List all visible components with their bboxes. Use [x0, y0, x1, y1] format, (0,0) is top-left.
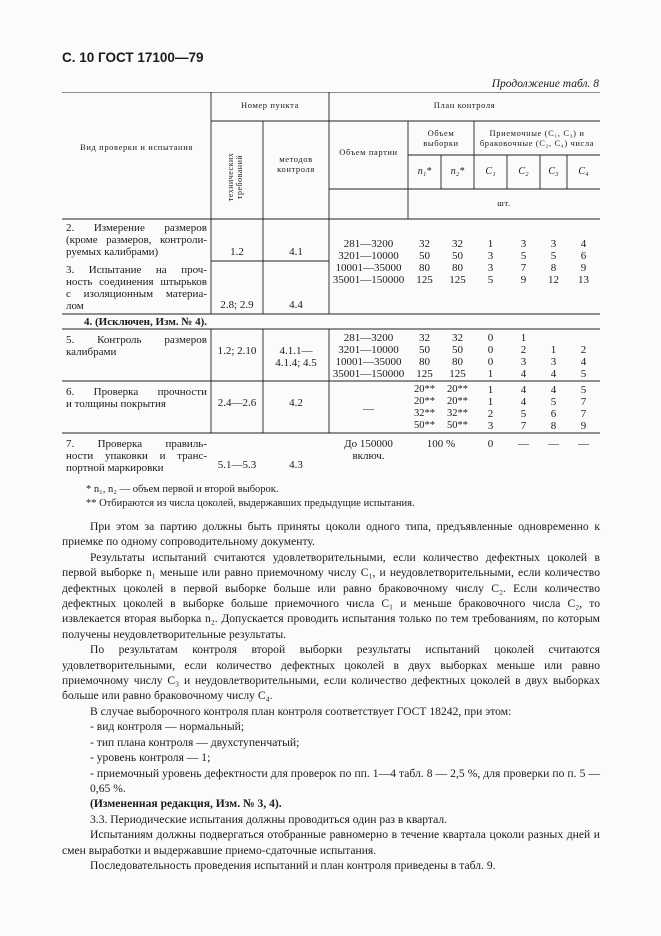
c3-value: 8 [550, 420, 557, 432]
c1-value: 1 [487, 384, 494, 396]
row-3-line-2: ность соединения штырьков [66, 276, 207, 288]
n1-value: 32** [414, 408, 435, 419]
n1-value: 32 [419, 332, 430, 344]
col-header-tech-requirements [226, 137, 248, 217]
rows-2-3-c3 [540, 238, 567, 286]
row-7-c4: — [578, 438, 589, 450]
c3-value: 4 [550, 384, 557, 396]
row-7-tech: 5.1—5.3 [217, 459, 257, 471]
c3-value: 5 [550, 396, 557, 408]
row-2-name [66, 222, 207, 258]
row-3-method: 4.4 [289, 299, 303, 311]
amendment-note: (Измененная редакция, Изм. № 3, 4). [90, 797, 282, 811]
c2-value: 1 [520, 332, 527, 344]
lot-size: 3201—10000 [338, 344, 399, 356]
row-7-line-3: портной маркировки [66, 462, 164, 474]
rows-2-3-lot-sizes [329, 238, 408, 286]
col-header-sample-size [408, 128, 474, 148]
c3-value: 5 [550, 250, 557, 262]
row-6-c4 [567, 384, 600, 432]
c2-value: 4 [520, 384, 527, 396]
c2-value: 7 [520, 262, 527, 274]
n2-value: 20** [447, 384, 468, 395]
c3-value: 8 [550, 262, 557, 274]
c4-value [567, 332, 600, 344]
row-7-lot-line-1: До 150000 [344, 438, 393, 450]
c4-value: 13 [578, 274, 589, 286]
lot-size: 35001—150000 [332, 274, 405, 286]
c4-value: 9 [580, 420, 587, 432]
c3-value: 3 [550, 238, 557, 250]
acceptance-header-line-2: браковочные (C₂, C₄) числа [479, 138, 595, 148]
row-7-method: 4.3 [289, 459, 303, 471]
paragraph-sequence-reference: Последовательность проведения испытаний и план контроля приведены в табл. 9. [90, 858, 496, 872]
rows-2-3-c2 [507, 238, 540, 286]
paragraph-second-sample-results: По результатам контроля второй выборки результаты испытаний цоколей считаются удовлетворительными, если количество дефектных цоколей в двух выборках меньше или равно приемочному числу C₃ и неудовлетворительными, если количество дефектных цоколей в двух выборках больше или равно браковочному числу C₄. [62, 643, 600, 703]
row-4-excluded: 4. (Исключен, Изм. № 4). [84, 316, 208, 328]
methods-header-line-1: методов [279, 154, 313, 164]
row-6-lot: — [363, 403, 374, 415]
row-5-lot-sizes [329, 332, 408, 380]
n1-value: 50** [414, 420, 435, 431]
n2-value: 32 [452, 332, 463, 344]
table-footnotes [86, 483, 415, 511]
lot-size: 10001—35000 [335, 356, 402, 368]
lot-size: 3201—10000 [338, 250, 399, 262]
row-5-line-1: 5. Контроль размеров [66, 334, 207, 346]
sample-header-line-1: Объем [427, 128, 455, 138]
col-header-c3: C₃ [548, 166, 559, 177]
c3-value: 1 [550, 344, 557, 356]
n1-value: 32 [419, 238, 430, 250]
footnote-1: * n₁, n₂ — объем первой и второй выборок. [86, 484, 279, 495]
tech-header-line-2: требований [235, 154, 244, 200]
row-5-c1 [474, 332, 507, 380]
row-7-line-2: ности упаковки и транс- [66, 450, 207, 462]
col-header-acceptance-numbers [474, 128, 600, 148]
c2-value: 5 [520, 250, 527, 262]
paragraph-sampling-plan: В случае выборочного контроля план контроля соответствует ГОСТ 18242, при этом: [90, 704, 512, 718]
c1-value: 3 [487, 420, 494, 432]
c1-value: 0 [487, 332, 494, 344]
row-2-line-3: руемых калибрами) [66, 246, 159, 258]
row-2-method: 4.1 [289, 246, 303, 258]
row-5-tech: 1.2; 2.10 [217, 345, 257, 357]
n1-value: 20** [414, 384, 435, 395]
list-item: - уровень контроля — 1; [90, 751, 211, 765]
row-7-c1: 0 [487, 438, 494, 450]
c3-value: 4 [550, 368, 557, 380]
c2-value: 5 [520, 408, 527, 420]
n1-value: 125 [416, 274, 433, 286]
col-header-check-type: Вид проверки и испытания [80, 142, 193, 152]
n2-value: 125 [449, 274, 466, 286]
c1-value: 3 [487, 250, 494, 262]
c4-value: 7 [580, 396, 587, 408]
rows-2-3-n2 [441, 238, 474, 286]
lot-size: 10001—35000 [335, 262, 402, 274]
row-5-name [66, 334, 207, 358]
n2-value: 32** [447, 408, 468, 419]
row-2-line-2: (кроме размеров, контроли- [66, 234, 207, 246]
body-text [62, 519, 600, 873]
col-header-c2: C₂ [518, 166, 529, 177]
row-5-line-2: калибрами [66, 346, 117, 358]
col-header-clause-number: Номер пункта [241, 100, 299, 110]
row-5-method [263, 345, 329, 369]
c3-value: 6 [550, 408, 557, 420]
row-5-method-line-2: 4.1.4; 4.5 [275, 357, 317, 369]
rows-2-3-c4 [567, 238, 600, 286]
row-2-line-1: 2. Измерение размеров [66, 222, 207, 234]
row-7-sample: 100 % [426, 438, 456, 450]
n2-value: 80 [452, 356, 463, 368]
methods-header-line-2: контроля [277, 164, 315, 174]
c2-value: 4 [520, 396, 527, 408]
c2-value: 9 [520, 274, 527, 286]
row-2-tech: 1.2 [230, 246, 244, 258]
page-header: С. 10 ГОСТ 17100—79 [62, 50, 204, 65]
c1-value: 1 [487, 368, 494, 380]
row-6-line-2: и толщины покрытия [66, 398, 166, 410]
row-7-lot-line-2: включ. [352, 450, 385, 462]
row-5-method-line-1: 4.1.1— [279, 345, 313, 357]
row-3-line-1: 3. Испытание на проч- [66, 264, 207, 276]
c3-value [540, 332, 567, 344]
c4-value: 5 [580, 384, 587, 396]
row-6-c2 [507, 384, 540, 432]
c1-value: 1 [487, 238, 494, 250]
paragraph-lot-definition: При этом за партию должны быть приняты цоколи одного типа, предъявленные одновременно к приемке по одному сопроводительному документу. [62, 520, 600, 549]
row-6-name [66, 386, 207, 410]
n2-value: 50 [452, 344, 463, 356]
n2-value: 32 [452, 238, 463, 250]
c4-value: 7 [580, 408, 587, 420]
clause-3-3: 3.3. Периодические испытания должны проводиться один раз в квартал. [90, 812, 448, 826]
row-7-name [66, 438, 207, 474]
col-header-n1: n₁* [417, 166, 432, 177]
list-item: - вид контроля — нормальный; [90, 720, 245, 734]
c4-value: 4 [580, 238, 587, 250]
row-3-line-3: с изоляционным материа- [66, 288, 207, 300]
paragraph-periodic-samples: Испытаниям должны подвергаться отобранные равномерно в течение квартала цоколи разных дней и смен выработки и выдержавшие приемо-сдаточные испытания. [62, 828, 600, 857]
c3-value: 12 [548, 274, 559, 286]
row-3-line-4: лом [66, 300, 84, 312]
c4-value: 5 [580, 368, 587, 380]
row-6-tech: 2.4—2.6 [217, 397, 257, 409]
row-6-c1 [474, 384, 507, 432]
c2-value: 4 [520, 368, 527, 380]
row-6-n2 [441, 384, 474, 432]
lot-size: 35001—150000 [332, 368, 405, 380]
control-plan-table [62, 92, 600, 474]
paragraph-first-sample-results: Результаты испытаний считаются удовлетворительными, если количество дефектных цоколей в первой выборке n₁ меньше или равно приемочному числу C₁, и неудовлетворительными, если количество дефектных цоколей в первой выборке больше или равно браковочному числу C₂. Если количество дефектных цоколей в выборке больше приемочного числа C₁ и меньше браковочного числа C₂, то извлекается вторая выборка n₂. Допускается проводить испытания только по тем требованиям, по которым получены неудовлетворительные результаты. [62, 550, 600, 641]
row-5-c2 [507, 332, 540, 380]
col-header-c1: C₁ [485, 166, 496, 177]
c4-value: 6 [580, 250, 587, 262]
n2-value: 125 [449, 368, 466, 380]
row-6-line-1: 6. Проверка прочности [66, 386, 207, 398]
sample-header-line-2: выборки [423, 138, 459, 148]
row-7-line-1: 7. Проверка правиль- [66, 438, 207, 450]
col-header-n2: n₂* [450, 166, 465, 177]
n1-value: 50 [419, 250, 430, 262]
n2-value: 50** [447, 420, 468, 431]
n1-value: 80 [419, 262, 430, 274]
c2-value: 2 [520, 344, 527, 356]
row-3-tech: 2.8; 2.9 [220, 299, 254, 311]
c1-value: 0 [487, 356, 494, 368]
col-header-methods [263, 154, 329, 174]
row-5-n2 [441, 332, 474, 380]
n2-value: 20** [447, 396, 468, 407]
row-6-n1 [408, 384, 441, 432]
footnote-2: ** Отбираются из числа цоколей, выдержавших предыдущие испытания. [86, 498, 415, 509]
col-header-c4: C₄ [578, 166, 589, 177]
col-header-lot-size: Объем партии [339, 147, 398, 157]
c1-value: 5 [487, 274, 494, 286]
c1-value: 0 [487, 344, 494, 356]
lot-size: 281—3200 [343, 238, 394, 250]
c1-value: 1 [487, 396, 494, 408]
c1-value: 2 [487, 408, 494, 420]
c2-value: 3 [520, 356, 527, 368]
rows-2-3-c1 [474, 238, 507, 286]
row-5-n1 [408, 332, 441, 380]
row-5-c3 [540, 332, 567, 380]
rows-2-3-n1 [408, 238, 441, 286]
unit-pieces: шт. [497, 198, 511, 208]
c4-value: 2 [580, 344, 587, 356]
list-item: - приемочный уровень дефектности для проверок по пп. 1—4 табл. 8 — 2,5 %, для проверки по п. 5 — 0,65 %. [90, 766, 600, 795]
col-header-control-plan: План контроля [433, 100, 496, 110]
lot-size: 281—3200 [343, 332, 394, 344]
c2-value: 7 [520, 420, 527, 432]
n1-value: 80 [419, 356, 430, 368]
n1-value: 50 [419, 344, 430, 356]
n2-value: 80 [452, 262, 463, 274]
n2-value: 50 [452, 250, 463, 262]
acceptance-header-line-1: Приемочные (C₁, C₃) и [489, 128, 585, 138]
row-5-c4 [567, 332, 600, 380]
c2-value: 3 [520, 238, 527, 250]
tech-header-line-1: технических [226, 152, 235, 202]
c4-value: 9 [580, 262, 587, 274]
list-item: - тип плана контроля — двухступенчатый; [90, 735, 300, 749]
c1-value: 3 [487, 262, 494, 274]
c4-value: 4 [580, 356, 587, 368]
row-7-c2: — [518, 438, 529, 450]
c3-value: 3 [550, 356, 557, 368]
n1-value: 125 [416, 368, 433, 380]
table-continuation-label: Продолжение табл. 8 [491, 78, 599, 90]
n1-value: 20** [414, 396, 435, 407]
row-7-c3: — [548, 438, 559, 450]
row-6-method: 4.2 [289, 397, 303, 409]
row-3-name [66, 264, 207, 312]
row-6-c3 [540, 384, 567, 432]
row-7-lot [329, 438, 408, 462]
